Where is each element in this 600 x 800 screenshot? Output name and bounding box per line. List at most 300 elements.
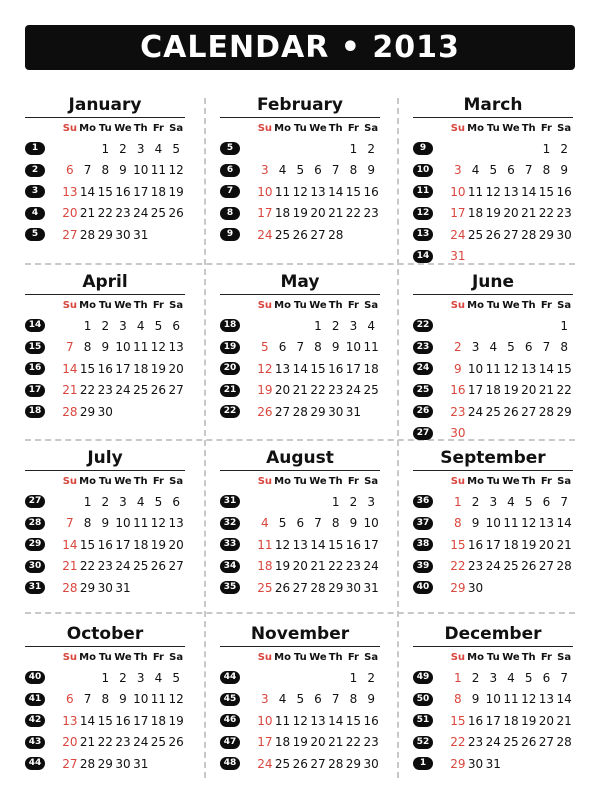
day-cell: 10 <box>133 163 149 178</box>
week-number-badge: 27 <box>25 495 45 508</box>
day-cell: 30 <box>97 404 113 419</box>
weekday-header <box>413 118 573 138</box>
day-cell: 22 <box>328 559 344 574</box>
day-cell: 12 <box>521 692 537 707</box>
day-cell: 23 <box>115 206 131 221</box>
weekday-label: Sa <box>557 122 572 134</box>
day-cell: 2 <box>101 318 110 333</box>
day-cell: 1 <box>349 141 358 156</box>
weekday-label: Mo <box>79 475 96 487</box>
day-cell: 15 <box>450 537 466 552</box>
day-cell: 8 <box>101 163 110 178</box>
week-row <box>413 246 573 268</box>
day-cell: 7 <box>331 163 340 178</box>
day-cell: 19 <box>521 537 537 552</box>
week-number-badge: 43 <box>25 736 45 749</box>
day-cell: 27 <box>310 227 326 242</box>
day-cell: 19 <box>257 383 273 398</box>
weekday-label: Tu <box>293 122 307 134</box>
day-cell: 7 <box>83 692 92 707</box>
day-cell: 1 <box>101 141 110 156</box>
day-cell: 21 <box>310 559 326 574</box>
weekday-label: Th <box>133 475 148 487</box>
day-cell: 3 <box>349 318 358 333</box>
day-cell: 23 <box>556 206 572 221</box>
day-cell: 16 <box>328 361 344 376</box>
day-cell: 28 <box>62 580 78 595</box>
week-row <box>220 753 380 775</box>
day-cell: 25 <box>150 206 167 221</box>
day-cell: 7 <box>542 340 551 355</box>
day-cell: 30 <box>115 227 131 242</box>
week-number-badge: 21 <box>220 384 240 397</box>
day-cell: 24 <box>257 227 273 242</box>
day-cell: 26 <box>274 580 291 595</box>
day-cell: 23 <box>467 735 484 750</box>
day-cell: 30 <box>450 426 466 441</box>
day-cell: 20 <box>292 559 308 574</box>
day-cell: 11 <box>503 516 519 531</box>
day-cell: 18 <box>133 361 149 376</box>
day-cell: 10 <box>257 713 273 728</box>
week-row <box>413 315 573 337</box>
day-cell: 8 <box>454 692 462 707</box>
day-cell: 31 <box>345 404 362 419</box>
month-march <box>413 94 573 264</box>
day-cell: 22 <box>345 206 362 221</box>
day-cell: 22 <box>345 735 362 750</box>
day-cell: 8 <box>314 340 322 355</box>
week-row <box>220 732 380 754</box>
day-cell: 2 <box>454 340 462 355</box>
day-cell: 15 <box>79 537 96 552</box>
day-cell: 17 <box>345 361 362 376</box>
weekday-header <box>413 471 573 491</box>
weekday-header <box>25 471 185 491</box>
week-row <box>413 577 573 599</box>
day-cell: 9 <box>367 692 375 707</box>
day-cell: 5 <box>154 318 163 333</box>
day-cell: 13 <box>310 713 326 728</box>
weekday-label: Th <box>133 299 148 311</box>
weekday-label: We <box>309 122 327 134</box>
day-cell: 14 <box>328 713 344 728</box>
column-divider <box>397 98 399 778</box>
day-cell: 8 <box>331 516 340 531</box>
week-number-badge: 5 <box>25 228 45 241</box>
day-cell: 10 <box>450 184 466 199</box>
day-cell: 8 <box>349 163 358 178</box>
day-cell: 24 <box>133 735 149 750</box>
day-cell: 20 <box>538 537 555 552</box>
week-number-badge: 15 <box>25 341 45 354</box>
weekday-label: Sa <box>557 651 572 663</box>
day-cell: 7 <box>66 340 74 355</box>
week-number-badge: 1 <box>413 757 433 770</box>
day-cell: 26 <box>521 559 537 574</box>
day-cell: 6 <box>507 163 515 178</box>
weekday-label: Tu <box>293 299 307 311</box>
week-number-badge: 34 <box>220 560 240 573</box>
day-cell: 29 <box>97 227 113 242</box>
month-name: November <box>250 624 350 644</box>
week-number-badge: 6 <box>220 164 240 177</box>
week-row <box>413 337 573 359</box>
day-cell: 14 <box>62 361 78 376</box>
day-cell: 10 <box>257 184 273 199</box>
week-row <box>220 513 380 535</box>
week-row <box>25 710 185 732</box>
day-cell: 25 <box>503 735 519 750</box>
day-cell: 10 <box>133 692 149 707</box>
day-cell: 27 <box>310 756 326 771</box>
week-number-badge: 42 <box>25 714 45 727</box>
day-cell: 18 <box>363 361 379 376</box>
day-cell: 20 <box>538 713 555 728</box>
day-cell: 23 <box>115 735 131 750</box>
day-cell: 21 <box>328 735 344 750</box>
week-row <box>220 181 380 203</box>
day-cell: 9 <box>367 163 375 178</box>
day-cell: 23 <box>450 404 466 419</box>
weekday-label: We <box>502 651 520 663</box>
day-cell: 23 <box>363 735 379 750</box>
week-number-badge: 23 <box>413 341 433 354</box>
day-cell: 6 <box>524 340 533 355</box>
day-cell: 24 <box>363 559 379 574</box>
day-cell: 5 <box>524 494 533 509</box>
day-cell: 22 <box>79 383 96 398</box>
day-cell: 8 <box>349 692 358 707</box>
day-cell: 7 <box>296 340 305 355</box>
weekday-label: Sa <box>364 475 379 487</box>
day-cell: 28 <box>328 227 344 242</box>
day-cell: 9 <box>560 163 568 178</box>
month-name: July <box>87 448 123 468</box>
day-cell: 17 <box>363 537 379 552</box>
day-cell: 4 <box>507 670 515 685</box>
day-cell: 18 <box>133 537 149 552</box>
month-name: August <box>266 448 334 468</box>
week-number-badge: 48 <box>220 757 240 770</box>
week-number-badge: 35 <box>220 581 240 594</box>
day-cell: 27 <box>62 756 78 771</box>
week-number-badge: 2 <box>25 164 45 177</box>
day-cell: 24 <box>257 756 273 771</box>
week-row <box>220 556 380 578</box>
day-cell: 17 <box>257 735 273 750</box>
day-cell: 24 <box>450 227 466 242</box>
week-row <box>413 732 573 754</box>
day-cell: 10 <box>363 516 379 531</box>
week-row <box>25 513 185 535</box>
week-number-badge: 40 <box>413 581 433 594</box>
day-cell: 7 <box>331 692 340 707</box>
day-cell: 6 <box>172 318 180 333</box>
weekday-label: Fr <box>152 299 164 311</box>
day-cell: 3 <box>119 494 127 509</box>
day-cell: 2 <box>560 141 568 156</box>
week-row <box>220 380 380 402</box>
day-cell: 4 <box>471 163 480 178</box>
day-cell: 9 <box>349 516 358 531</box>
day-cell: 4 <box>489 340 498 355</box>
day-cell: 27 <box>538 735 555 750</box>
week-number-badge: 50 <box>413 693 433 706</box>
week-number-badge: 10 <box>413 164 433 177</box>
day-cell: 3 <box>119 318 127 333</box>
day-cell: 16 <box>450 383 466 398</box>
day-cell: 30 <box>363 756 379 771</box>
month-name: March <box>463 95 523 115</box>
weekday-label: Tu <box>486 651 500 663</box>
weekday-header <box>413 647 573 667</box>
day-cell: 27 <box>503 227 519 242</box>
day-cell: 1 <box>560 318 568 333</box>
day-cell: 9 <box>119 163 127 178</box>
week-number-badge: 52 <box>413 736 433 749</box>
week-number-badge: 30 <box>25 560 45 573</box>
day-cell: 18 <box>150 713 167 728</box>
day-cell: 16 <box>363 184 379 199</box>
day-cell: 24 <box>115 559 131 574</box>
calendar-title: CALENDAR • 2013 <box>25 25 575 70</box>
weekday-label: Mo <box>274 475 291 487</box>
week-row <box>220 315 380 337</box>
day-cell: 11 <box>467 184 484 199</box>
day-cell: 8 <box>83 340 92 355</box>
weekday-label: Th <box>328 122 343 134</box>
day-cell: 25 <box>467 227 484 242</box>
day-cell: 11 <box>133 516 149 531</box>
week-row <box>25 138 185 160</box>
day-cell: 14 <box>62 537 78 552</box>
week-row <box>25 753 185 775</box>
day-cell: 20 <box>274 383 291 398</box>
weekday-label: Mo <box>467 651 484 663</box>
weekday-header <box>220 295 380 315</box>
day-cell: 8 <box>560 340 568 355</box>
week-row <box>413 160 573 182</box>
weekday-header <box>25 118 185 138</box>
day-cell: 31 <box>450 249 466 264</box>
day-cell: 19 <box>503 383 519 398</box>
day-cell: 12 <box>257 361 273 376</box>
day-cell: 17 <box>257 206 273 221</box>
weekday-label: Fr <box>540 651 552 663</box>
day-cell: 20 <box>521 383 537 398</box>
day-cell: 25 <box>274 227 291 242</box>
day-cell: 9 <box>101 340 110 355</box>
day-cell: 25 <box>363 383 379 398</box>
weekday-label: Fr <box>347 475 359 487</box>
week-number-badge: 3 <box>25 185 45 198</box>
week-number-badge: 38 <box>413 538 433 551</box>
week-row <box>413 556 573 578</box>
day-cell: 30 <box>556 227 572 242</box>
week-number-badge: 28 <box>25 517 45 530</box>
week-number-badge: 32 <box>220 517 240 530</box>
week-row <box>220 534 380 556</box>
week-row <box>413 534 573 556</box>
week-number-badge: 22 <box>220 405 240 418</box>
weekday-label: Tu <box>98 475 112 487</box>
day-cell: 21 <box>556 713 572 728</box>
weekday-label: We <box>114 475 132 487</box>
day-cell: 11 <box>274 184 291 199</box>
weekday-label: Sa <box>364 122 379 134</box>
day-cell: 17 <box>133 184 149 199</box>
weekday-label: Mo <box>274 299 291 311</box>
day-cell: 22 <box>79 559 96 574</box>
day-cell: 1 <box>101 670 110 685</box>
day-cell: 13 <box>168 516 184 531</box>
week-row <box>413 689 573 711</box>
month-december <box>413 623 573 783</box>
day-cell: 27 <box>274 404 291 419</box>
week-row <box>413 380 573 402</box>
day-cell: 5 <box>172 670 180 685</box>
day-cell: 13 <box>274 361 291 376</box>
day-cell: 6 <box>314 163 322 178</box>
month-name: May <box>280 272 320 292</box>
day-cell: 4 <box>507 494 515 509</box>
day-cell: 15 <box>97 184 113 199</box>
day-cell: 23 <box>363 206 379 221</box>
day-cell: 3 <box>136 670 145 685</box>
week-number-badge: 12 <box>413 207 433 220</box>
week-row <box>25 534 185 556</box>
weekday-label: We <box>502 299 520 311</box>
day-cell: 17 <box>115 537 131 552</box>
day-cell: 4 <box>136 494 145 509</box>
day-cell: 9 <box>471 516 480 531</box>
day-cell: 21 <box>79 206 96 221</box>
day-cell: 1 <box>349 670 358 685</box>
day-cell: 22 <box>310 383 326 398</box>
weekday-label: Tu <box>293 475 307 487</box>
day-cell: 27 <box>292 580 308 595</box>
week-row <box>413 491 573 513</box>
day-cell: 21 <box>521 206 537 221</box>
day-cell: 29 <box>556 404 572 419</box>
day-cell: 26 <box>150 383 167 398</box>
week-row <box>220 491 380 513</box>
day-cell: 17 <box>467 383 484 398</box>
weekday-label: We <box>309 475 327 487</box>
week-number-badge: 31 <box>220 495 240 508</box>
month-name: September <box>440 448 546 468</box>
day-cell: 18 <box>257 559 273 574</box>
week-number-badge: 17 <box>25 384 45 397</box>
day-cell: 14 <box>79 713 96 728</box>
day-cell: 8 <box>83 516 92 531</box>
weekday-label: Su <box>62 122 78 134</box>
day-cell: 5 <box>524 670 533 685</box>
weekday-label: Th <box>521 122 536 134</box>
weekday-label: Th <box>521 651 536 663</box>
week-number-badge: 11 <box>413 185 433 198</box>
month-september <box>413 447 573 607</box>
weekday-label: Su <box>450 475 466 487</box>
weekday-label: Mo <box>79 651 96 663</box>
weekday-label: Su <box>257 651 273 663</box>
weekday-label: Mo <box>274 122 291 134</box>
day-cell: 14 <box>292 361 308 376</box>
day-cell: 4 <box>136 318 145 333</box>
week-row <box>413 513 573 535</box>
weekday-label: Tu <box>98 651 112 663</box>
week-number-badge: 47 <box>220 736 240 749</box>
month-name: October <box>66 624 144 644</box>
day-cell: 13 <box>521 361 537 376</box>
day-cell: 3 <box>489 670 498 685</box>
day-cell: 20 <box>62 735 78 750</box>
day-cell: 25 <box>133 559 149 574</box>
day-cell: 30 <box>467 756 484 771</box>
weekday-label: Th <box>133 651 148 663</box>
day-cell: 15 <box>97 713 113 728</box>
day-cell: 13 <box>310 184 326 199</box>
day-cell: 23 <box>345 559 362 574</box>
day-cell: 19 <box>521 713 537 728</box>
day-cell: 24 <box>345 383 362 398</box>
weekday-label: Fr <box>152 475 164 487</box>
weekday-label: Tu <box>293 651 307 663</box>
weekday-label: Fr <box>540 122 552 134</box>
day-cell: 16 <box>115 184 131 199</box>
week-row <box>413 224 573 246</box>
day-cell: 24 <box>485 735 501 750</box>
day-cell: 15 <box>79 361 96 376</box>
week-row <box>220 160 380 182</box>
day-cell: 29 <box>97 756 113 771</box>
day-cell: 28 <box>310 580 326 595</box>
day-cell: 11 <box>485 361 501 376</box>
day-cell: 10 <box>115 340 131 355</box>
week-number-badge: 36 <box>413 495 433 508</box>
weekday-header <box>25 295 185 315</box>
day-cell: 2 <box>119 670 127 685</box>
week-row <box>220 401 380 423</box>
day-cell: 5 <box>296 692 305 707</box>
day-cell: 16 <box>556 184 572 199</box>
day-cell: 6 <box>66 692 74 707</box>
week-number-badge: 27 <box>413 427 433 440</box>
week-row <box>25 689 185 711</box>
day-cell: 6 <box>278 340 287 355</box>
day-cell: 23 <box>97 559 113 574</box>
weekday-header <box>413 295 573 315</box>
week-number-badge: 24 <box>413 362 433 375</box>
day-cell: 19 <box>485 206 501 221</box>
week-row <box>220 710 380 732</box>
day-cell: 21 <box>556 537 572 552</box>
week-number-badge: 41 <box>25 693 45 706</box>
weekday-label: Sa <box>364 299 379 311</box>
weekday-label: Fr <box>540 299 552 311</box>
weekday-label: Sa <box>557 475 572 487</box>
week-row <box>25 556 185 578</box>
weekday-label: Tu <box>98 299 112 311</box>
week-row <box>413 401 573 423</box>
weekday-label: Sa <box>169 475 184 487</box>
day-cell: 14 <box>79 184 96 199</box>
day-cell: 19 <box>150 361 167 376</box>
day-cell: 19 <box>292 206 308 221</box>
day-cell: 12 <box>168 163 184 178</box>
weekday-label: Mo <box>79 299 96 311</box>
